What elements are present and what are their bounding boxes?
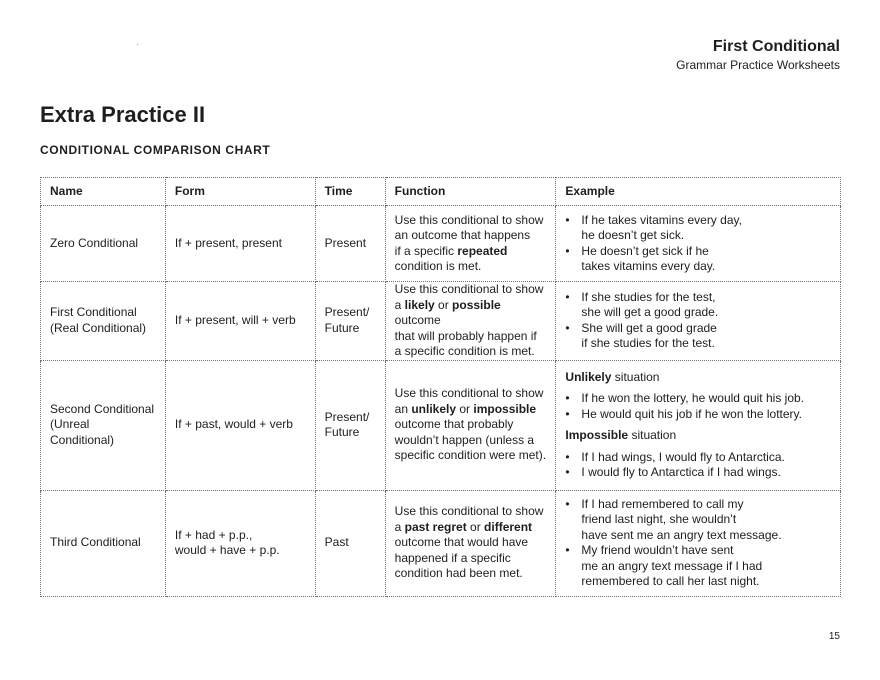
emphasis-text: likely bbox=[404, 297, 435, 312]
column-header-form: Form bbox=[165, 178, 315, 206]
cell-line: Present bbox=[324, 235, 367, 250]
text-segment: Use this conditional to show bbox=[394, 282, 544, 296]
text-segment: or bbox=[456, 401, 474, 416]
example-line: me an angry text message if I had bbox=[581, 558, 763, 573]
form-cell bbox=[165, 206, 315, 282]
cell-line: (Unreal Conditional) bbox=[50, 417, 115, 447]
situation-label-rest: situation bbox=[611, 369, 660, 384]
function-line bbox=[395, 228, 547, 244]
function-cell bbox=[385, 206, 556, 282]
page-number: 15 bbox=[828, 631, 840, 642]
emphasis-text: repeated bbox=[457, 243, 508, 258]
text-segment: or bbox=[466, 519, 485, 534]
emphasis-text: unlikely bbox=[411, 401, 457, 416]
time-cell bbox=[315, 282, 385, 361]
emphasis-text: impossible bbox=[473, 401, 537, 416]
example-item bbox=[565, 290, 831, 321]
text-segment: or bbox=[434, 297, 453, 312]
situation-label bbox=[565, 370, 831, 386]
function-line bbox=[395, 448, 547, 464]
text-segment: that will probably happen if bbox=[394, 328, 537, 343]
emphasis-text: possible bbox=[452, 297, 501, 312]
text-segment: a bbox=[394, 297, 405, 312]
text-segment: specific condition were met). bbox=[394, 448, 547, 463]
example-line: she will get a good grade. bbox=[581, 305, 719, 320]
cell-line: Past bbox=[324, 535, 349, 550]
example-line: • He doesn’t get sick if he bbox=[581, 243, 709, 258]
situation-label bbox=[565, 428, 831, 444]
function-line bbox=[395, 213, 547, 229]
text-segment: condition is met. bbox=[394, 259, 482, 273]
example-line: • My friend wouldn’t have sent bbox=[581, 543, 734, 557]
example-line: he doesn’t get sick. bbox=[581, 228, 685, 242]
section-label: CONDITIONAL COMPARISON CHART bbox=[40, 143, 271, 157]
form-cell bbox=[165, 360, 315, 490]
form-cell bbox=[165, 282, 315, 361]
stray-mark bbox=[137, 44, 138, 45]
example-cell bbox=[556, 490, 841, 596]
form-cell bbox=[165, 490, 315, 596]
situation-label-rest: situation bbox=[628, 428, 677, 442]
example-list bbox=[565, 213, 831, 275]
time-cell bbox=[315, 490, 385, 596]
column-header-time: Time bbox=[315, 178, 385, 206]
situation-label-bold: Impossible bbox=[565, 428, 629, 442]
function-cell bbox=[385, 282, 556, 361]
example-line: • If she studies for the test, bbox=[581, 289, 716, 304]
cell-line: First Conditional bbox=[50, 305, 137, 320]
cell-line: Future bbox=[324, 425, 360, 439]
example-cell bbox=[556, 282, 841, 361]
example-item: • If he won the lottery, he would quit his job. bbox=[565, 391, 831, 407]
text-segment: an bbox=[394, 401, 412, 416]
text-segment: happened if a specific bbox=[394, 550, 511, 565]
example-line: takes vitamins every day. bbox=[581, 259, 716, 273]
example-line: • If he takes vitamins every day, bbox=[581, 212, 742, 227]
header-subtitle: Grammar Practice Worksheets bbox=[676, 58, 840, 72]
text-segment: outcome that would have bbox=[394, 535, 529, 550]
function-line bbox=[395, 344, 547, 360]
text-segment: Use this conditional to show bbox=[394, 212, 544, 227]
table-row bbox=[41, 282, 841, 361]
cell-line: Present/ bbox=[324, 305, 370, 320]
time-cell bbox=[315, 360, 385, 490]
cell-line: If + present, will + verb bbox=[174, 313, 296, 327]
table-row bbox=[41, 360, 841, 490]
name-cell bbox=[41, 206, 166, 282]
example-cell bbox=[556, 206, 841, 282]
header-title: First Conditional bbox=[712, 38, 840, 55]
function-line bbox=[395, 566, 547, 582]
table-row bbox=[41, 490, 841, 596]
emphasis-text: different bbox=[484, 519, 533, 534]
column-header-function: Function bbox=[385, 178, 556, 206]
name-cell bbox=[41, 360, 166, 490]
cell-line: Third Conditional bbox=[50, 535, 141, 550]
function-cell bbox=[385, 490, 556, 596]
function-line bbox=[395, 520, 547, 536]
function-line bbox=[395, 244, 547, 260]
example-line: • She will get a good grade bbox=[581, 320, 717, 335]
example-item: • He would quit his job if he won the lottery. bbox=[565, 407, 831, 423]
cell-line: Future bbox=[324, 320, 360, 335]
example-line: if she studies for the test. bbox=[581, 336, 715, 351]
example-line: remembered to call her last night. bbox=[581, 574, 760, 588]
cell-line: would + have + p.p. bbox=[174, 543, 280, 557]
function-line bbox=[395, 329, 547, 345]
cell-line: (Real Conditional) bbox=[50, 320, 147, 335]
example-item: • If I had wings, I would fly to Antarctica. bbox=[565, 450, 831, 466]
example-item bbox=[565, 244, 831, 275]
cell-line: Second Conditional bbox=[50, 401, 155, 416]
function-line bbox=[395, 551, 547, 567]
column-header-name: Name bbox=[41, 178, 166, 206]
text-segment: condition had been met. bbox=[394, 566, 523, 581]
cell-line: If + had + p.p., bbox=[174, 527, 253, 542]
column-header-example: Example bbox=[556, 178, 841, 206]
function-cell bbox=[385, 360, 556, 490]
example-cell bbox=[556, 360, 841, 490]
example-list bbox=[565, 450, 831, 481]
example-item bbox=[565, 321, 831, 352]
cell-line: Zero Conditional bbox=[50, 235, 139, 250]
function-line bbox=[395, 535, 547, 551]
table-row bbox=[41, 206, 841, 282]
example-line: • If I had remembered to call my bbox=[581, 496, 744, 511]
text-segment: Use this conditional to show bbox=[394, 386, 544, 401]
example-list bbox=[565, 290, 831, 352]
situation-label-bold: Unlikely bbox=[565, 369, 612, 384]
function-line bbox=[395, 282, 547, 298]
name-cell bbox=[41, 490, 166, 596]
function-line bbox=[395, 504, 547, 520]
function-line bbox=[395, 298, 547, 329]
function-line bbox=[395, 402, 547, 418]
page-title: Extra Practice II bbox=[40, 102, 206, 127]
text-segment: if a specific bbox=[394, 243, 458, 258]
example-item bbox=[565, 497, 831, 544]
text-segment: wouldn’t happen (unless a bbox=[394, 432, 535, 447]
cell-line: If + present, present bbox=[174, 235, 282, 250]
name-cell bbox=[41, 282, 166, 361]
emphasis-text: past regret bbox=[404, 519, 467, 534]
function-line bbox=[395, 259, 547, 275]
cell-line: If + past, would + verb bbox=[174, 417, 293, 432]
text-segment: an outcome that happens bbox=[394, 228, 531, 242]
function-line bbox=[395, 386, 547, 402]
conditional-comparison-table bbox=[40, 177, 841, 597]
text-segment: a bbox=[394, 519, 405, 534]
text-segment: outcome that probably bbox=[394, 417, 514, 432]
text-segment: a specific condition is met. bbox=[394, 344, 535, 358]
function-line bbox=[395, 433, 547, 449]
example-line: friend last night, she wouldn’t bbox=[581, 512, 737, 526]
example-item bbox=[565, 213, 831, 244]
text-segment: outcome bbox=[394, 313, 441, 327]
example-list bbox=[565, 391, 831, 422]
example-item: • I would fly to Antarctica if I had wings. bbox=[565, 465, 831, 481]
example-list bbox=[565, 497, 831, 590]
cell-line: Present/ bbox=[324, 409, 370, 424]
table-header-row bbox=[41, 178, 841, 206]
example-line: have sent me an angry text message. bbox=[581, 527, 782, 542]
text-segment: Use this conditional to show bbox=[394, 504, 544, 519]
example-item bbox=[565, 543, 831, 590]
time-cell bbox=[315, 206, 385, 282]
function-line bbox=[395, 417, 547, 433]
page-header bbox=[676, 37, 840, 73]
